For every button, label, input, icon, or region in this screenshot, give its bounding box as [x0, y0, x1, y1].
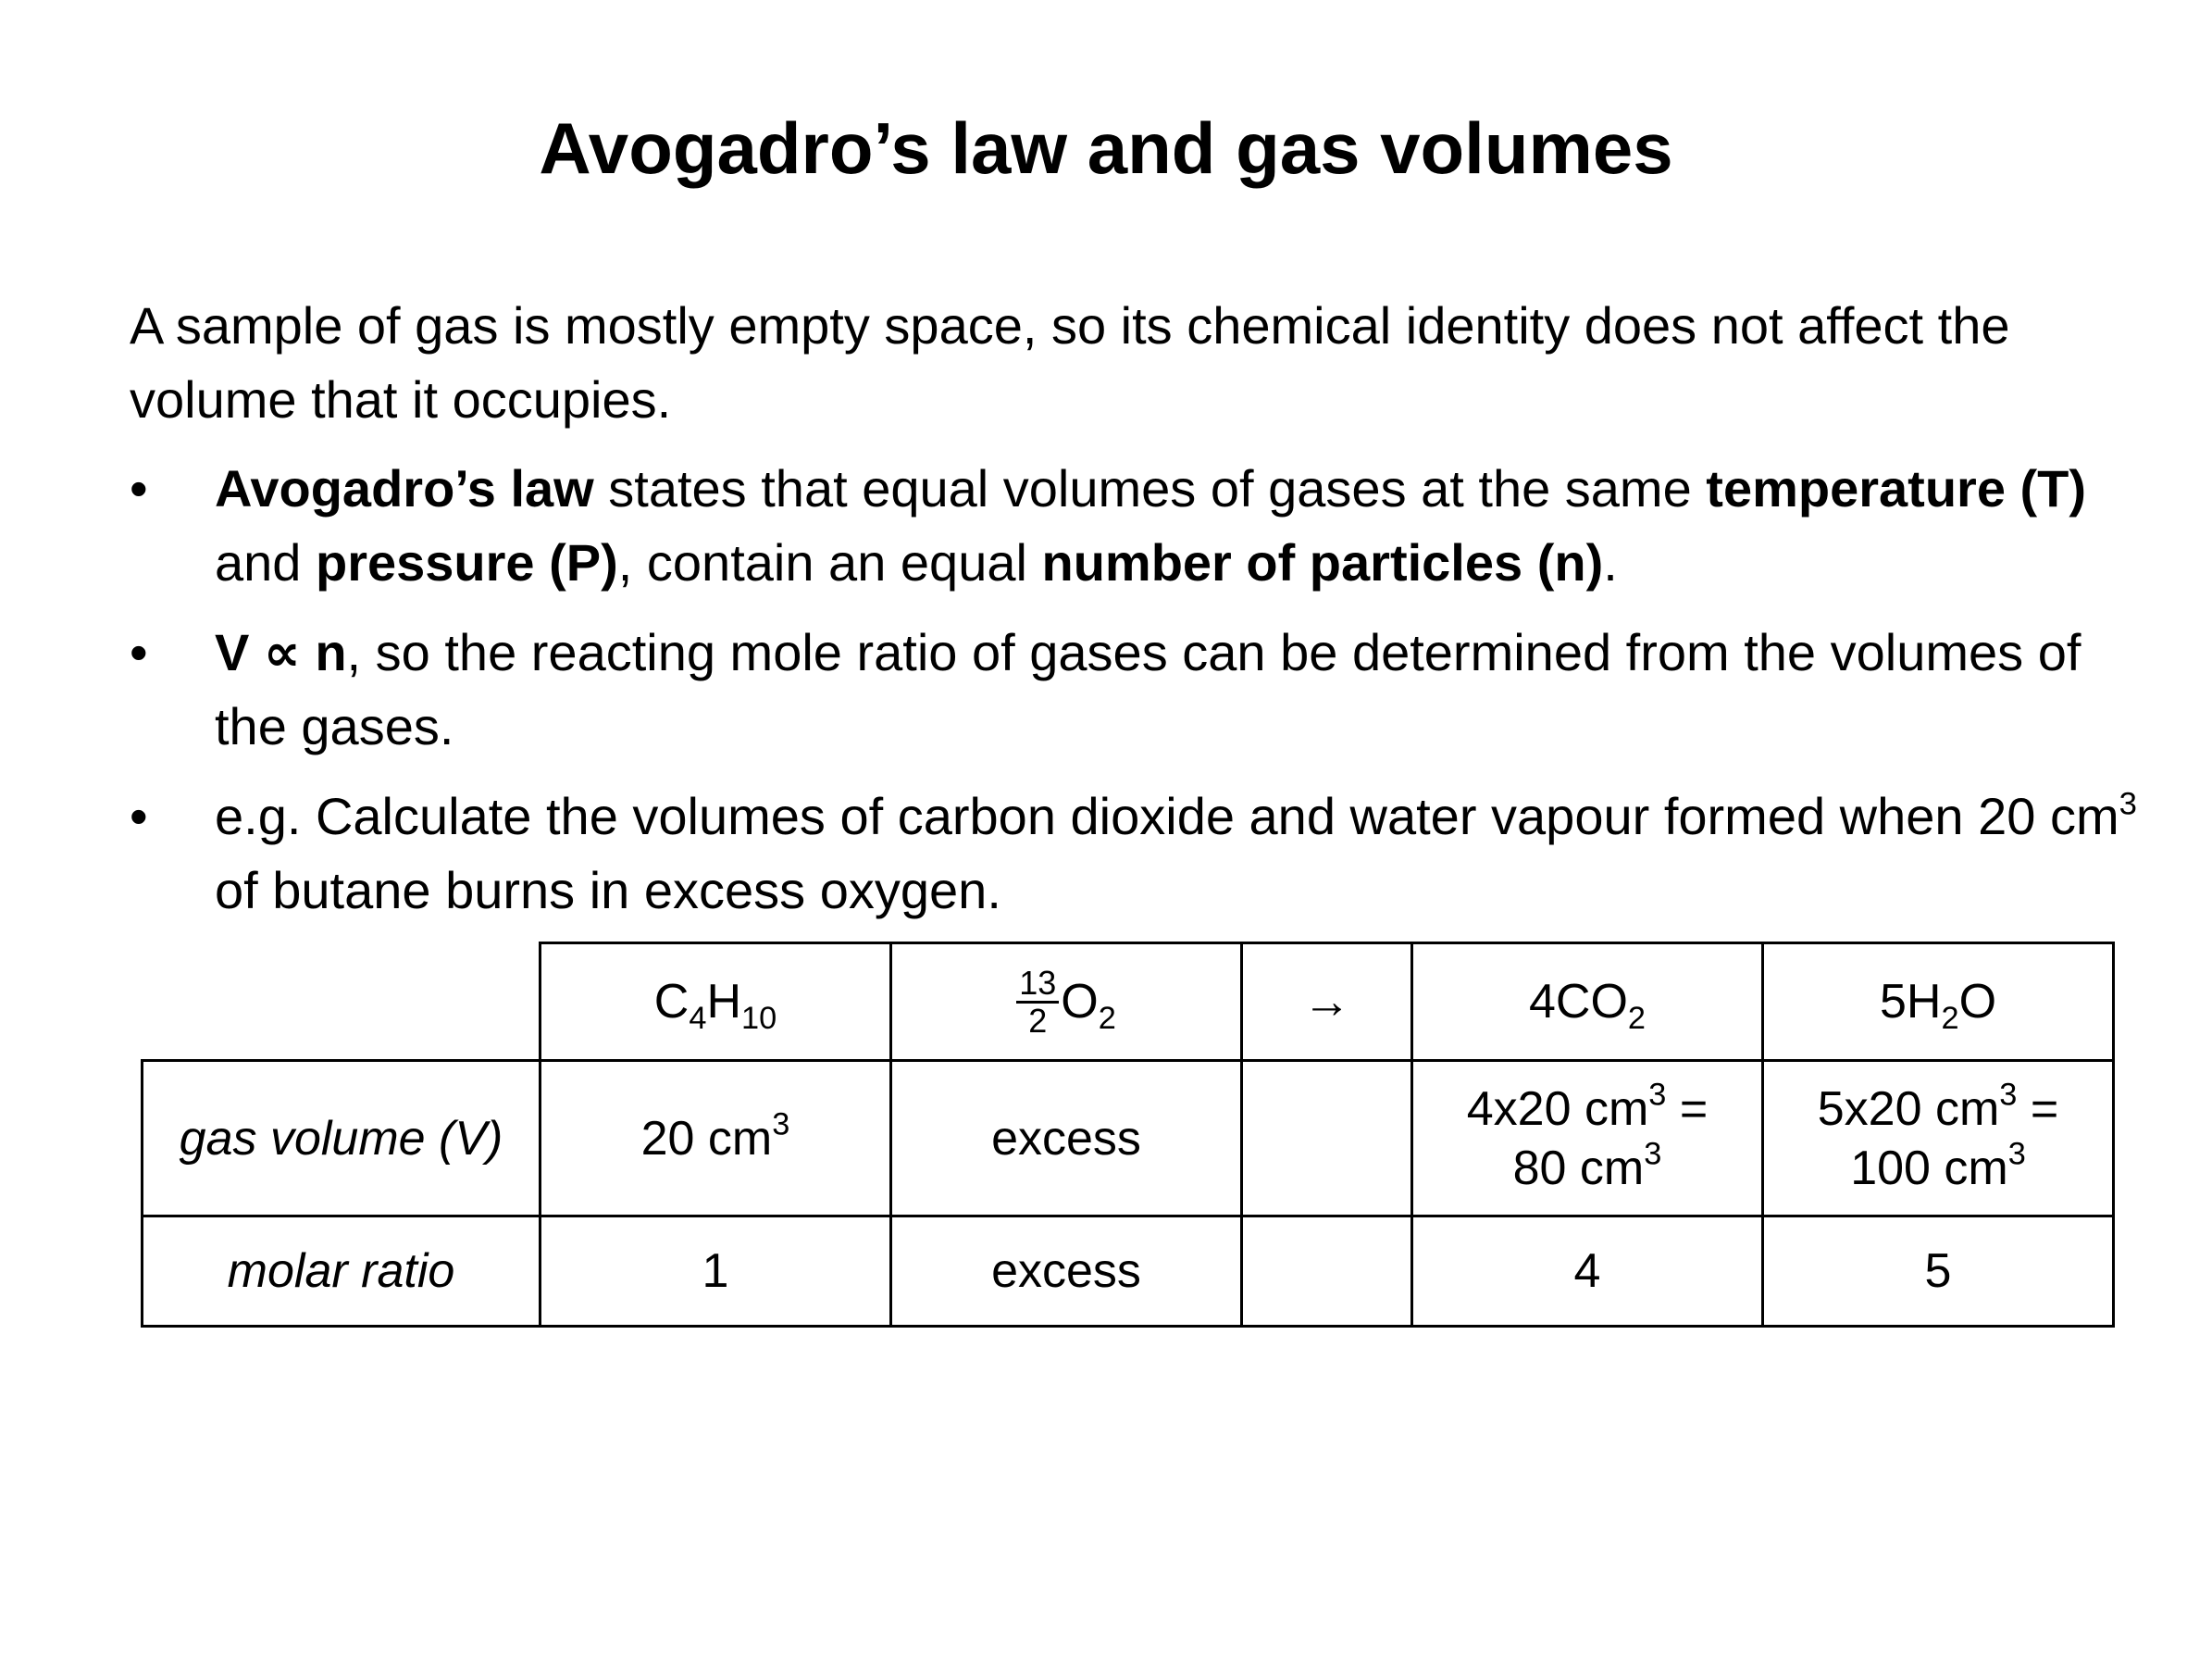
reaction-arrow: → — [1242, 943, 1412, 1061]
cell-h2o-ratio: 5 — [1763, 1216, 2114, 1327]
bullet-text: . — [1603, 533, 1618, 592]
cell-oxygen-ratio: excess — [891, 1216, 1242, 1327]
cell-h2o-volume: 5x20 $cm^3$ = 100 $cm^3$ — [1763, 1061, 2114, 1216]
intro-paragraph: A sample of gas is mostly empty space, so its chemical identity does not affect the volume that it occupies. — [130, 296, 2010, 429]
term-v-proportional-n: V ∝ n — [215, 623, 347, 681]
cell-co2-volume: 4x20 $cm^3$ = 80 $cm^3$ — [1412, 1061, 1763, 1216]
bullet-avogadros-law — [130, 452, 2147, 600]
bullet-text: e.g. Calculate the volumes of carbon dioxide and water vapour formed when 20 cm — [215, 787, 2119, 845]
header-carbon-dioxide: $4CO_2$ — [1412, 943, 1763, 1061]
row-label-gas-volume: gas volume (V) — [143, 1061, 541, 1216]
bullet-icon: • — [130, 787, 148, 845]
bullet-proportionality — [130, 616, 2147, 764]
cell-arrow-volume — [1242, 1061, 1412, 1216]
table-corner-cell — [143, 943, 541, 1061]
cell-oxygen-volume: excess — [891, 1061, 1242, 1216]
cell-arrow-ratio — [1242, 1216, 1412, 1327]
bullet-icon: • — [130, 459, 148, 518]
term-temperature: temperature (T) — [1706, 459, 2087, 518]
table-header-row — [143, 943, 2114, 1061]
cell-butane-volume: 20 $cm^3$ — [541, 1061, 891, 1216]
slide-title: Avogadro’s law and gas volumes — [539, 107, 1673, 189]
term-number-of-particles: number of particles (n) — [1041, 533, 1604, 592]
bullet-example — [130, 780, 2147, 928]
term-pressure: pressure (P) — [316, 533, 618, 592]
cell-butane-ratio: 1 — [541, 1216, 891, 1327]
reaction-table — [141, 942, 2115, 1328]
header-water: $5H_2O$ — [1763, 943, 2114, 1061]
bullet-icon: • — [130, 623, 148, 681]
table-row-molar-ratio — [143, 1216, 2114, 1327]
term-avogadros-law: Avogadro’s law — [215, 459, 594, 518]
bullet-list — [130, 452, 2147, 943]
bullet-text: , contain an equal — [617, 533, 1042, 592]
row-label-molar-ratio: molar ratio — [143, 1216, 541, 1327]
bullet-text: of butane burns in excess oxygen. — [215, 861, 1001, 919]
header-butane: $C_4H_{10}$ — [541, 943, 891, 1061]
header-oxygen: $\frac{13}{2}$ $O_2$ — [891, 943, 1242, 1061]
fraction-coefficient: $\frac{13}{2}$ — [1016, 966, 1059, 1039]
bullet-text: , so the reacting mole ratio of gases can be determined from the volumes of the gases. — [215, 623, 2082, 755]
superscript: 3 — [2119, 786, 2137, 822]
cell-co2-ratio: 4 — [1412, 1216, 1763, 1327]
bullet-text: states that equal volumes of gases at the same — [593, 459, 1707, 518]
bullet-text: and — [215, 533, 316, 592]
table-row-gas-volume — [143, 1061, 2114, 1216]
